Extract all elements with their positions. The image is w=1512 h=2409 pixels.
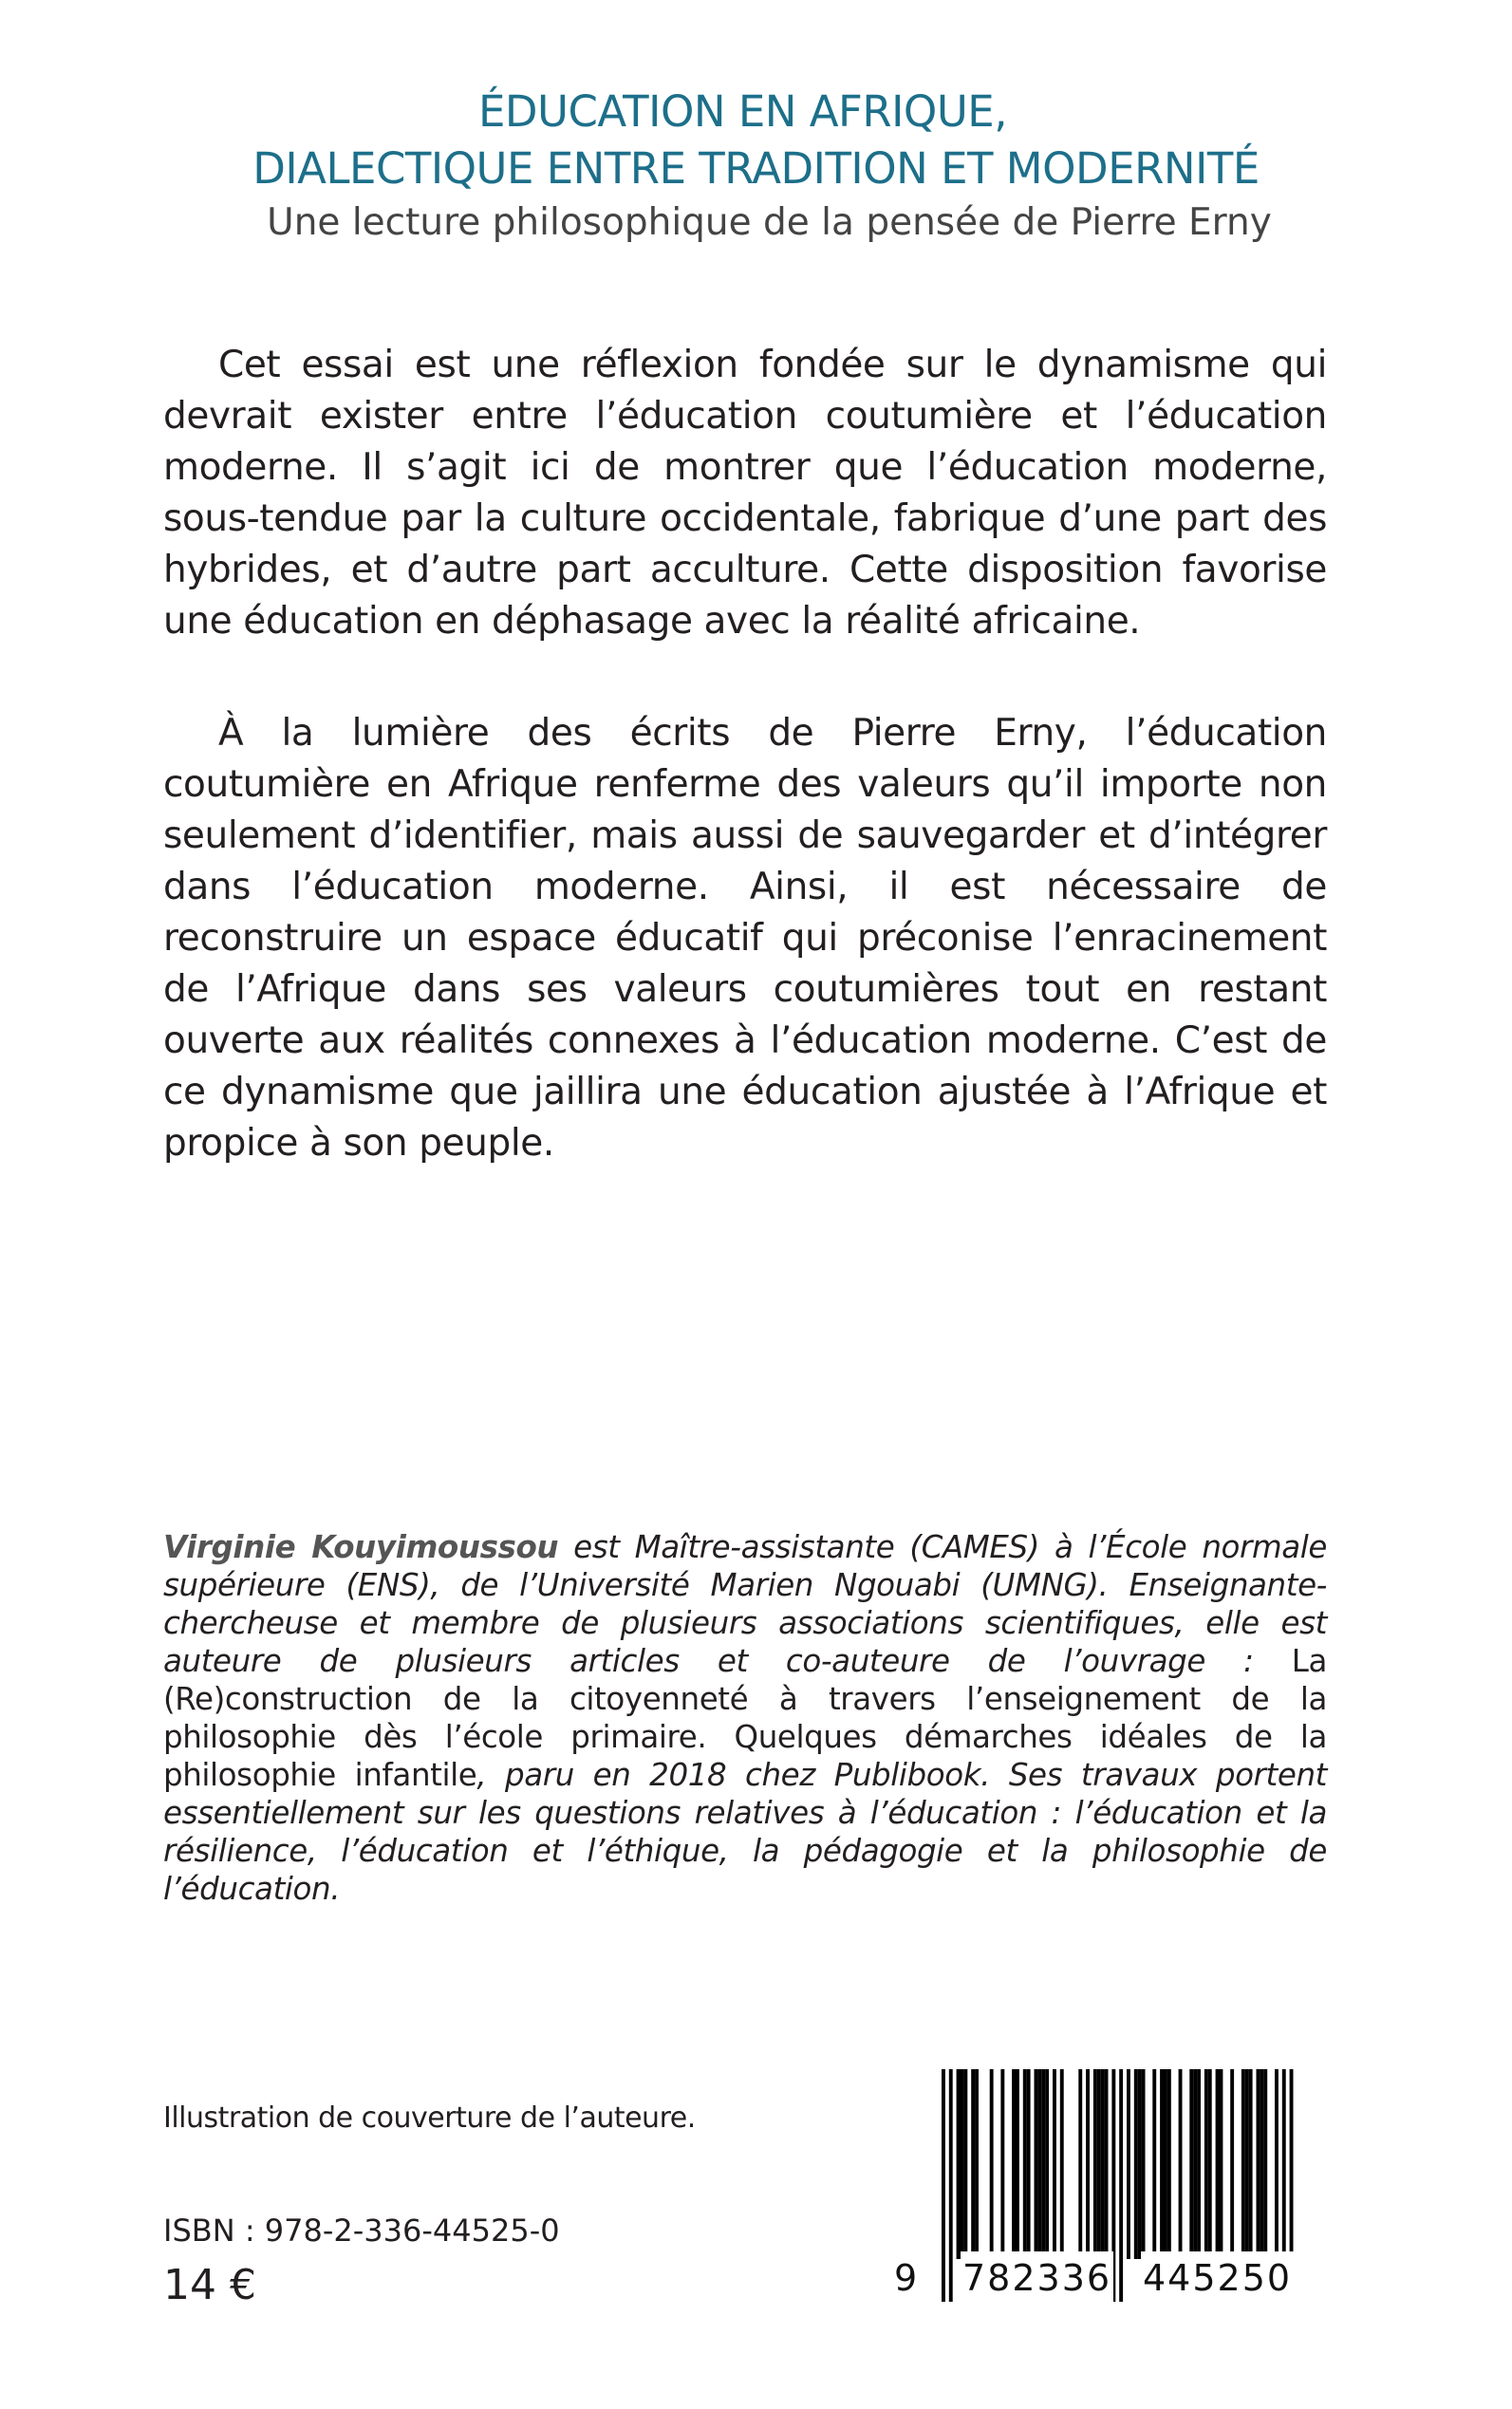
barcode-bar — [1086, 2069, 1090, 2259]
barcode-bar — [1263, 2069, 1267, 2259]
barcode-bar — [1260, 2069, 1263, 2259]
barcode-bar — [1164, 2069, 1167, 2259]
barcode-bar — [971, 2069, 975, 2259]
barcode-bar — [1045, 2069, 1049, 2259]
title-line-2: DIALECTIQUE ENTRE TRADITION ET MODERNITÉ — [252, 143, 1260, 194]
barcode-bar — [1037, 2069, 1041, 2259]
isbn-text: ISBN : 978-2-336-44525-0 — [163, 2213, 560, 2249]
barcode-bar — [1249, 2069, 1253, 2259]
subtitle: Une lecture philosophique de la pensée de Pierre Erny — [267, 201, 1272, 244]
barcode-bar — [1167, 2069, 1171, 2259]
barcode-bar — [1053, 2069, 1056, 2259]
barcode-bar — [1179, 2069, 1183, 2259]
barcode-bar — [1204, 2069, 1208, 2259]
barcode-bar — [1230, 2069, 1234, 2259]
barcode-bar — [1197, 2069, 1201, 2259]
bio-text-1: est Maître-assistante (CAMES) à l’École normale supérieure (ENS), de l’Université Marien Ngouabi (UMNG). Enseignante-chercheuse et membre de plusieurs associations scientifiques, elle est auteure de plusieurs articles et co-auteure de l’ouvrage : — [163, 1529, 1328, 1679]
barcode-bar — [1000, 2069, 1004, 2259]
barcode-digit-first: 9 — [892, 2251, 919, 2305]
barcode-bar — [990, 2069, 994, 2259]
barcode-digits-right: 445250 — [1141, 2251, 1294, 2305]
author-bio — [163, 1528, 1327, 1908]
bio-book-title: La (Re)construction de la citoyenneté à travers l’enseignement de la philosophie dès l’école primaire. Quelques démarches idéales de la philosophie infantile — [163, 1643, 1327, 1793]
barcode-bar — [1189, 2069, 1193, 2259]
barcode-bar — [1160, 2069, 1164, 2259]
cover-header — [0, 84, 1512, 251]
barcode-bar — [1060, 2069, 1064, 2259]
barcode-digits — [892, 2251, 1329, 2308]
bio-text-2: , paru en 2018 chez Publibook. Ses travaux portent essentiellement sur les questions relatives à l’éducation : l’éducation et la résilience, l’éducation et l’éthique, la pédagogie et la philosophie de l’éducation. — [163, 1757, 1327, 1907]
blurb-paragraph-1: Cet essai est une réflexion fondée sur le dynamisme qui devrait exister entre l’éducation coutumière et l’éducation moderne. Il s’agit ici de montrer que l’éducation moderne, sous-tendue par la culture occidentale, fabrique d’une part des hybrides, et d’autre part acculture. Cette disposition favorise une éducation en déphasage avec la réalité africaine. — [163, 344, 1327, 643]
barcode-bar — [1152, 2069, 1156, 2259]
barcode-bar — [1041, 2069, 1045, 2259]
barcode-bar — [975, 2069, 979, 2259]
price-text: 14 € — [163, 2261, 256, 2309]
barcode-bar — [1208, 2069, 1212, 2259]
blurb-paragraph-2: À la lumière des écrits de Pierre Erny, l’éducation coutumière en Afrique renferme des valeurs qu’il importe non seulement d’identifier, mais aussi de sauvegarder et d’intégrer dans l’éducation moderne. Ainsi, il est nécessaire de reconstruire un espace éducatif qui préconise l’enracinement de l’Afrique dans ses valeurs coutumières tout en restant ouverte aux réalités connexes à l’éducation moderne. C’est de ce dynamisme que jaillira une éducation ajustée à l’Afrique et propice à son peuple. — [163, 712, 1327, 1165]
barcode-bar — [1275, 2069, 1279, 2259]
barcode-bar — [1257, 2069, 1260, 2259]
cover-illustration-credit: Illustration de couverture de l’auteure. — [163, 2101, 696, 2135]
barcode-bar — [1127, 2069, 1130, 2259]
barcode-bar — [1016, 2069, 1019, 2259]
barcode-bar — [1142, 2069, 1146, 2259]
barcode-bar — [1216, 2069, 1220, 2259]
barcode-bar — [961, 2069, 964, 2259]
barcode-bar — [1097, 2069, 1101, 2259]
barcode-bar — [1101, 2069, 1105, 2259]
barcode-bar — [1134, 2069, 1138, 2259]
barcode-bar — [1220, 2069, 1223, 2259]
barcode-bar — [1241, 2069, 1245, 2259]
barcode-bar — [1012, 2069, 1016, 2259]
barcode-bar — [957, 2069, 961, 2259]
title-line-1: ÉDUCATION EN AFRIQUE, — [477, 86, 1008, 137]
barcode-bar — [1245, 2069, 1249, 2259]
author-name: Virginie Kouyimoussou — [163, 1529, 559, 1565]
barcode-bar — [1078, 2069, 1082, 2259]
barcode-bar — [1035, 2069, 1038, 2259]
barcode-digits-left: 782336 — [961, 2251, 1113, 2305]
barcode-bar — [1093, 2069, 1097, 2259]
barcode-bar — [963, 2069, 967, 2259]
barcode-bar — [1023, 2069, 1027, 2259]
barcode-bar — [1027, 2069, 1031, 2259]
barcode-bar — [1138, 2069, 1142, 2259]
barcode-bar — [1193, 2069, 1197, 2259]
barcode-bar — [1105, 2069, 1109, 2259]
